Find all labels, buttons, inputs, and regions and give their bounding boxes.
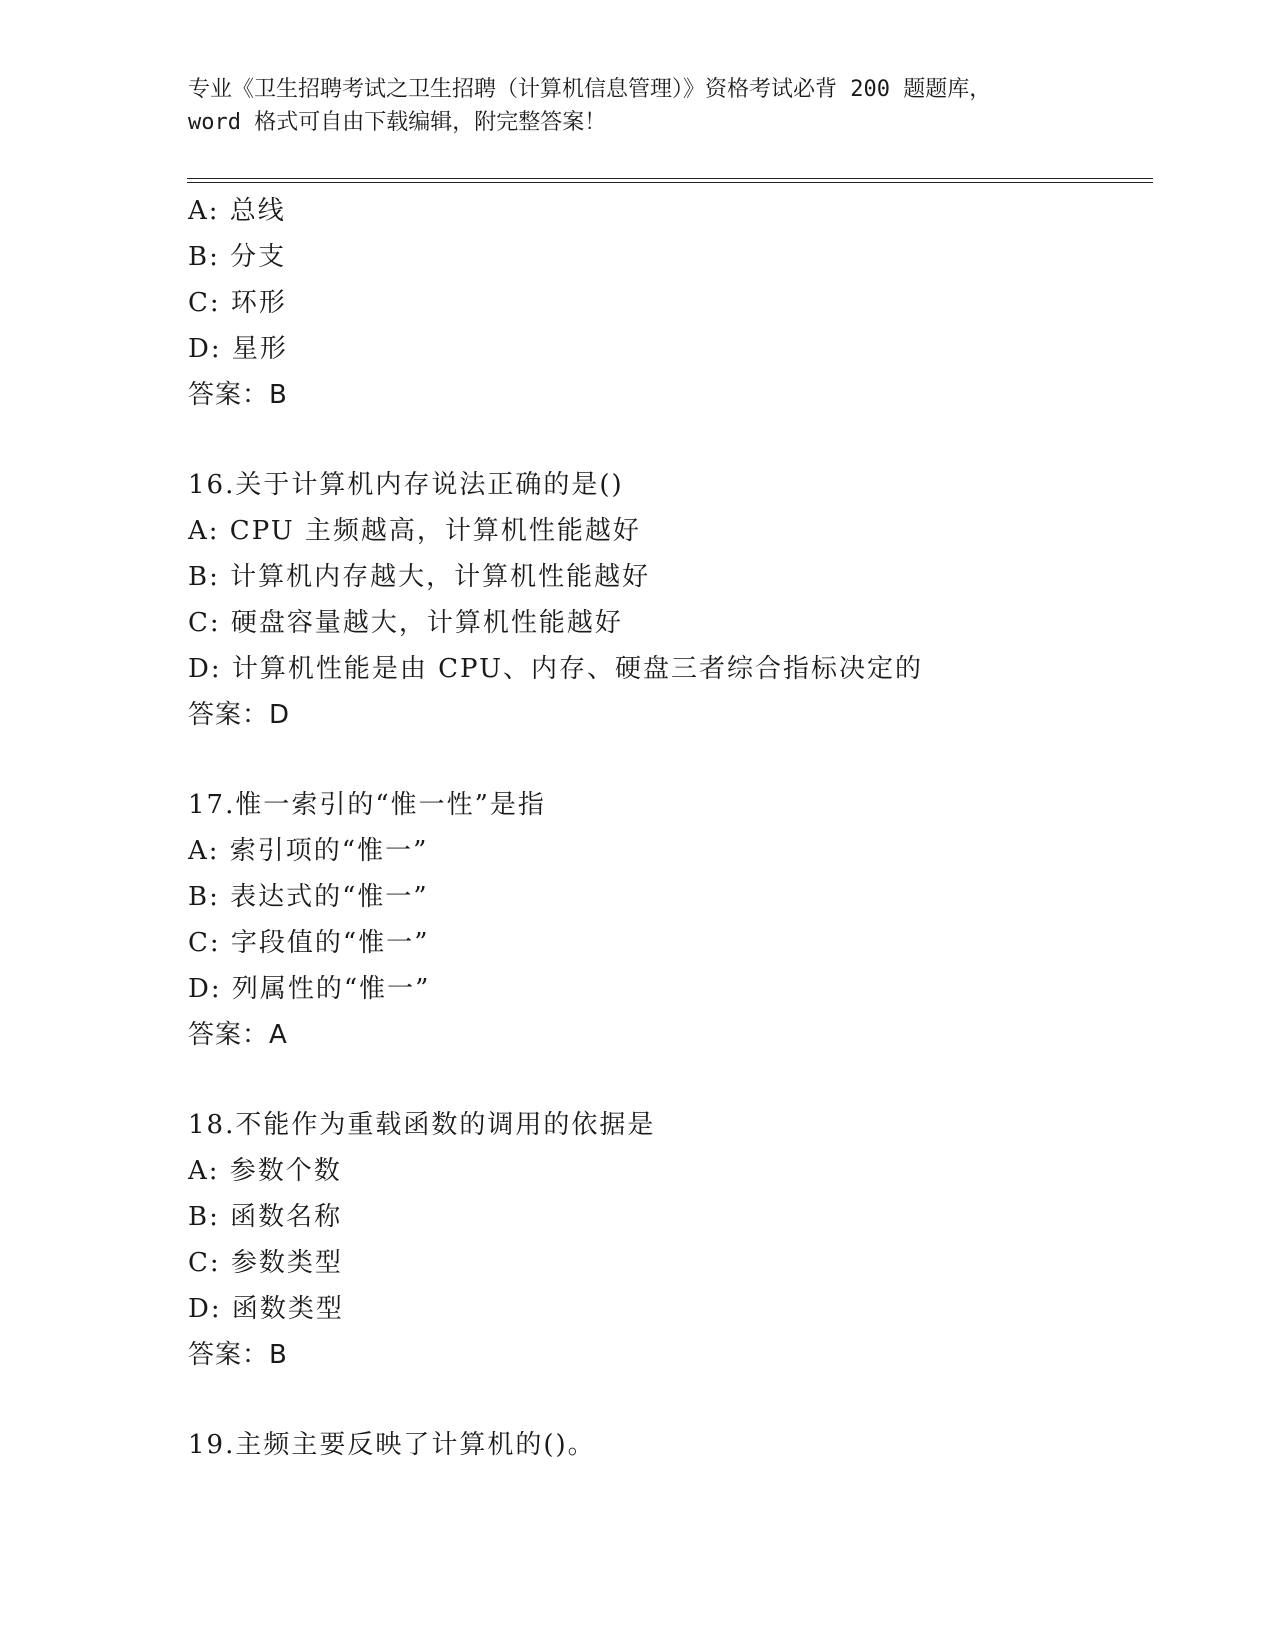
question-block [188, 462, 1148, 738]
document-header [188, 73, 1088, 139]
question-text: 17.惟一索引的“惟一性”是指 [188, 790, 546, 820]
header-line-2: word 格式可自由下载编辑，附完整答案！ [188, 110, 607, 135]
option-d: D: 列属性的“惟一” [188, 974, 431, 1004]
question-list [188, 188, 1148, 1468]
block-spacer [188, 738, 1148, 782]
option-d: D: 函数类型 [188, 1294, 344, 1324]
option-d: D: 星形 [188, 334, 288, 364]
answer-line: 答案：B [188, 380, 288, 410]
block-spacer [188, 1378, 1148, 1422]
question-block [188, 782, 1148, 1058]
option-a: A: 参数个数 [188, 1156, 342, 1186]
question-text: 18.不能作为重载函数的调用的依据是 [188, 1110, 656, 1140]
option-b: B: 表达式的“惟一” [188, 882, 429, 912]
question-block [188, 188, 1148, 418]
question-block [188, 1102, 1148, 1378]
option-a: A: 索引项的“惟一” [188, 836, 429, 866]
answer-line: 答案：B [188, 1340, 288, 1370]
option-a: A: CPU 主频越高，计算机性能越好 [188, 516, 641, 546]
answer-line: 答案：A [188, 1020, 288, 1050]
question-block [188, 1422, 1148, 1468]
question-text: 19.主频主要反映了计算机的()。 [188, 1430, 596, 1460]
option-c: C: 参数类型 [188, 1248, 343, 1278]
option-c: C: 字段值的“惟一” [188, 928, 430, 958]
option-c: C: 硬盘容量越大，计算机性能越好 [188, 608, 623, 638]
option-b: B: 函数名称 [188, 1202, 343, 1232]
option-a: A: 总线 [188, 196, 286, 226]
question-text: 16.关于计算机内存说法正确的是() [188, 470, 624, 500]
answer-line: 答案：D [188, 700, 291, 730]
header-line-1: 专业《卫生招聘考试之卫生招聘（计算机信息管理）》资格考试必背 200 题题库， [188, 77, 992, 102]
option-c: C: 环形 [188, 288, 287, 318]
option-d: D: 计算机性能是由 CPU、内存、硬盘三者综合指标决定的 [188, 654, 923, 684]
block-spacer [188, 418, 1148, 462]
header-divider [187, 178, 1153, 183]
option-b: B: 计算机内存越大，计算机性能越好 [188, 562, 651, 592]
block-spacer [188, 1058, 1148, 1102]
option-b: B: 分支 [188, 242, 287, 272]
